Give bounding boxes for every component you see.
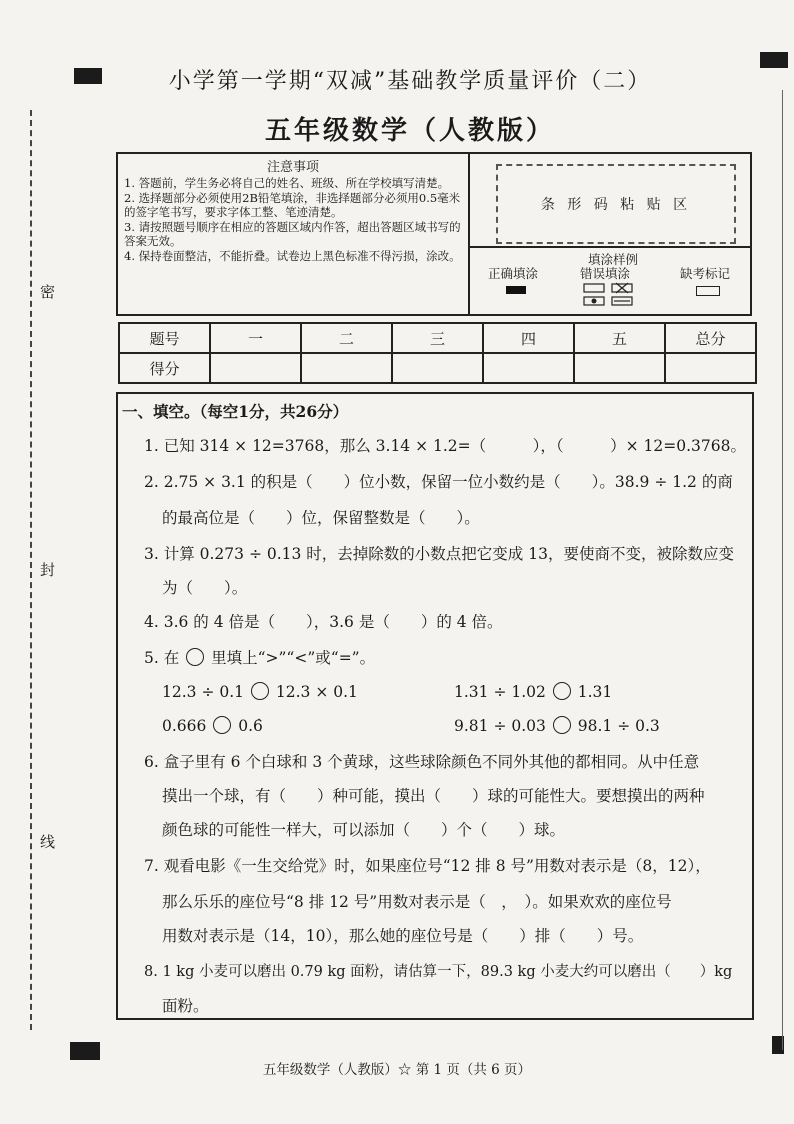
notice-item: 4. 保持卷面整洁，不能折叠。试卷边上黑色标准不得污损，涂改。 (124, 248, 461, 263)
compare-right: 0.6̇ (238, 717, 263, 735)
question-7-cont: 那么乐乐的座位号“8 排 12 号”用数对表示是（ ， ）。如果欢欢的座位号 (162, 893, 672, 911)
fill-sample-area (470, 246, 750, 314)
score-cell[interactable] (210, 353, 301, 383)
page-right-edge (782, 90, 794, 1050)
table-cell: 四 (483, 323, 574, 353)
question-6: 6. 盒子里有 6 个白球和 3 个黄球，这些球除颜色不同外其他的都相同。从中任意 (144, 753, 700, 771)
binding-char-line: 线 (40, 828, 55, 855)
compare-left: 9.81 ÷ 0.03 (454, 717, 546, 735)
score-cell[interactable] (574, 353, 665, 383)
score-cell[interactable] (392, 353, 483, 383)
compare-item (454, 716, 660, 735)
notice-item: 3. 请按照题号顺序在相应的答题区域内作答，超出答题区域书写的答案无效。 (124, 219, 461, 248)
question-7: 7. 观看电影《一生交给党》时，如果座位号“12 排 8 号”用数对表示是（8，12）， (144, 857, 711, 875)
exam-subtitle: 五年级数学（人教版） (264, 116, 555, 146)
compare-left: 0.666 (162, 717, 207, 735)
fill-sample-title: 填涂样例 (588, 252, 639, 267)
question-4: 4. 3.6 的 4 倍是（ ），3.6 是（ ）的 4 倍。 (144, 613, 503, 631)
compare-right: 98.1 ÷ 0.3 (577, 717, 660, 735)
compare-circle-icon[interactable] (251, 682, 269, 700)
question-6-cont: 颜色球的可能性一样大，可以添加（ ）个（ ）球。 (162, 821, 566, 839)
barcode-label: 条 形 码 粘 贴 区 (540, 197, 692, 213)
compare-item (162, 716, 263, 735)
notice-panel (118, 154, 470, 314)
barcode-area (496, 164, 736, 244)
table-cell: 得分 (119, 353, 210, 383)
section-heading: 一、填空。（每空1分，共26分） (122, 402, 349, 421)
question-7-cont: 用数对表示是（14，10），那么她的座位号是（ ）排（ ）号。 (162, 927, 644, 945)
compare-circle-icon[interactable] (553, 682, 571, 700)
question-3: 3. 计算 0.273 ÷ 0.13 时，去掉除数的小数点把它变成 13，要使商不变，被除数应变 (144, 545, 734, 563)
question-2-cont: 的最高位是（ ）位，保留整数是（ ）。 (162, 509, 480, 527)
section1-box (116, 392, 754, 1020)
compare-right: 12.3 × 0.1 (275, 683, 358, 701)
binding-dash-line (30, 110, 32, 1030)
compare-left: 12.3 ÷ 0.1 (162, 683, 245, 701)
notice-title: 注意事项 (266, 160, 319, 175)
absent-mark-box[interactable] (696, 286, 720, 296)
score-table-header-row (119, 323, 756, 353)
question-5-post: 里填上“>”“<”或“=”。 (211, 649, 376, 667)
compare-circle-icon (186, 648, 204, 666)
correct-fill-label: 正确填涂 (488, 266, 539, 281)
absent-mark-label: 缺考标记 (680, 266, 731, 281)
table-cell: 三 (392, 323, 483, 353)
page-footer: 五年级数学（人教版）☆ 第 1 页（共 6 页） (262, 1062, 532, 1078)
exam-title: 小学第一学期“双减”基础教学质量评价（二） (168, 69, 652, 94)
table-cell: 一 (210, 323, 301, 353)
table-cell: 题号 (119, 323, 210, 353)
question-5-pre: 5. 在 (144, 649, 180, 667)
compare-right: 1.31 (577, 683, 613, 701)
score-table (118, 322, 757, 384)
score-cell[interactable] (301, 353, 392, 383)
compare-circle-icon[interactable] (213, 716, 231, 734)
wrong-fill-samples (582, 282, 640, 308)
question-8: 8. 1 kg 小麦可以磨出 0.79 kg 面粉，请估算一下，89.3 kg 小麦大约可以磨出（ ）kg (144, 964, 733, 980)
table-cell: 五 (574, 323, 665, 353)
question-8-cont: 面粉。 (162, 997, 209, 1015)
question-6-cont: 摸出一个球，有（ ）种可能，摸出（ ）球的可能性大。要想摸出的两种 (162, 787, 705, 805)
compare-circle-icon[interactable] (553, 716, 571, 734)
binding-char-seal: 密 (40, 278, 55, 305)
score-cell[interactable] (483, 353, 574, 383)
compare-item (454, 682, 612, 701)
wrong-fill-label: 错误填涂 (580, 266, 631, 281)
table-cell: 二 (301, 323, 392, 353)
question-1: 1. 已知 314 × 12=3768，那么 3.14 × 1.2=（ ），（ ）× 12=0.3768。 (144, 437, 747, 455)
compare-left: 1.31 ÷ 1.02 (454, 683, 546, 701)
notice-item: 2. 选择题部分必须使用2B铅笔填涂，非选择题部分必须用0.5毫米的签字笔书写，要求字体工整、笔迹清楚。 (124, 190, 461, 219)
notice-box (116, 152, 752, 316)
compare-item (162, 682, 358, 701)
binding-char-close: 封 (40, 556, 55, 583)
table-cell: 总分 (665, 323, 756, 353)
score-table-score-row (119, 353, 756, 383)
score-cell[interactable] (665, 353, 756, 383)
question-3-cont: 为（ ）。 (162, 579, 248, 597)
notice-item: 1. 答题前，学生务必将自己的姓名、班级、所在学校填写清楚。 (124, 176, 450, 190)
question-2: 2. 2.75 × 3.1 的积是（ ）位小数，保留一位小数约是（ ）。38.9 ÷ 1.2 的商 (144, 473, 733, 491)
correct-fill-sample (506, 286, 526, 294)
question-5 (144, 646, 375, 668)
